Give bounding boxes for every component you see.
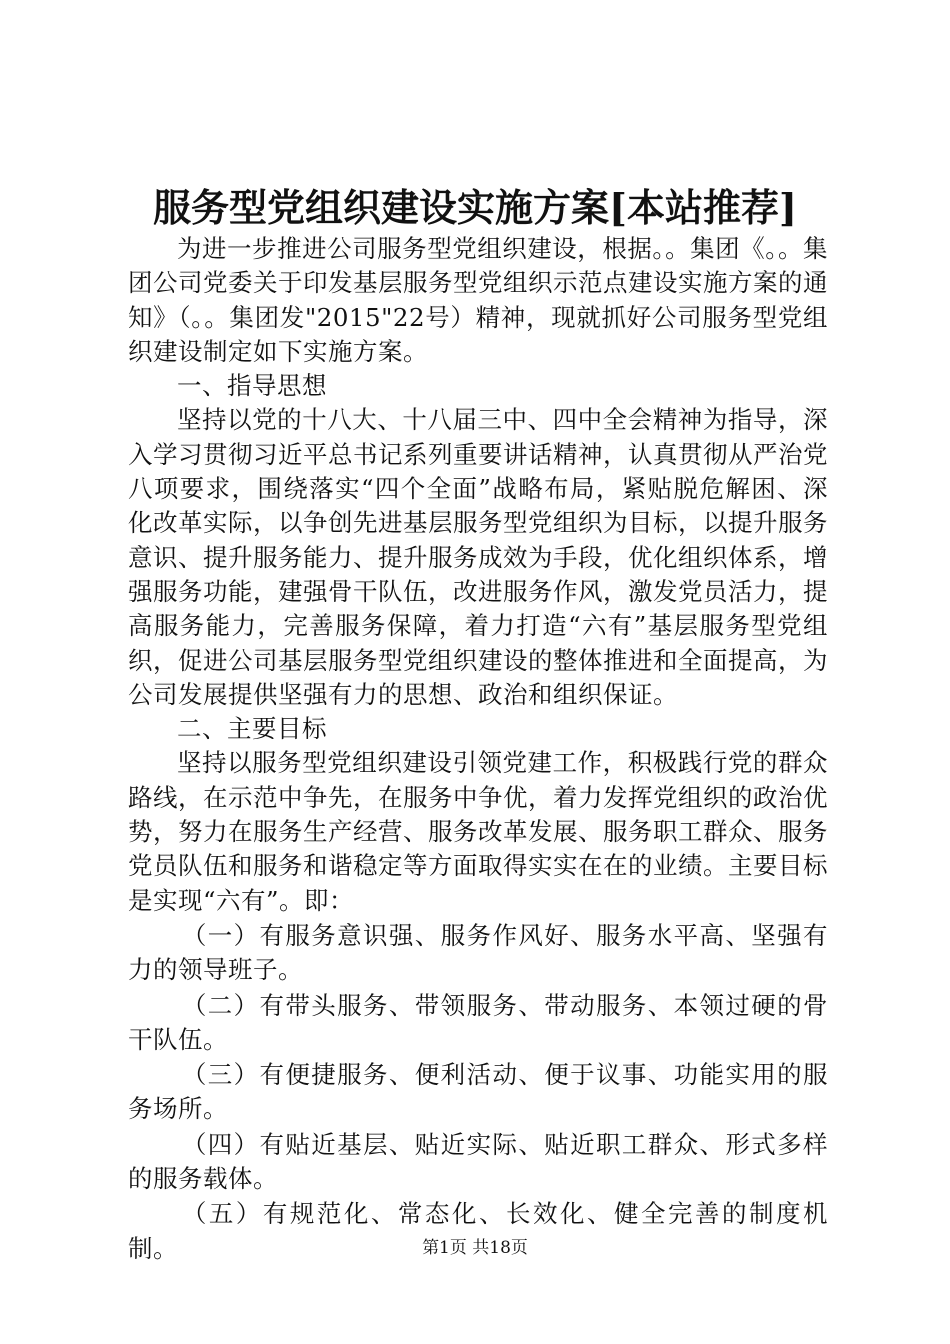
goal-item-5: （五）有规范化、常态化、长效化、健全完善的制度机制。 [128, 1199, 828, 1263]
goal-item-1: （一）有服务意识强、服务作风好、服务水平高、坚强有力的领导班子。 [128, 920, 828, 985]
intro-paragraph: 为进一步推进公司服务型党组织建设，根据。。集团《。。集团公司党委关于印发基层服务型党组织示范点建设实施方案的通知》（。。集团发"2015"22号）精神，现就抓好公司服务型党组织建设制定如下实施方案。 [128, 234, 828, 366]
document-title: 服务型党组织建设实施方案[本站推荐] [153, 185, 797, 230]
page-footer [0, 1236, 950, 1260]
goal-item-4: （四）有贴近基层、贴近实际、贴近职工群众、形式多样的服务载体。 [128, 1129, 828, 1194]
document-body [128, 232, 828, 1266]
goal-item-3: （三）有便捷服务、便利活动、便于议事、功能实用的服务场所。 [128, 1060, 828, 1124]
section-heading-main-goals: 二、主要目标 [177, 714, 327, 744]
main-goals-paragraph: 坚持以服务型党组织建设引领党建工作，积极践行党的群众路线，在示范中争先，在服务中争优，着力发挥党组织的政治优势，努力在服务生产经营、服务改革发展、服务职工群众、服务党员队伍和服务和谐稳定等方面取得实实在在的业绩。主要目标是实现“六有”。即： [128, 748, 828, 915]
guiding-ideology-paragraph: 坚持以党的十八大、十八届三中、四中全会精神为指导，深入学习贯彻习近平总书记系列重要讲话精神，认真贯彻从严治党八项要求，围绕落实“四个全面”战略布局，紧贴脱危解困、深化改革实际，以争创先进基层服务型党组织为目标，以提升服务意识、提升服务能力、提升服务成效为手段，优化组织体系，增强服务功能，建强骨干队伍，改进服务作风，激发党员活力，提高服务能力，完善服务保障，着力打造“六有”基层服务型党组织，促进公司基层服务型党组织建设的整体推进和全面提高，为公司发展提供坚强有力的思想、政治和组织保证。 [128, 405, 828, 709]
page-number: 第1页 共18页 [422, 1238, 528, 1258]
goal-item-2: （二）有带头服务、带领服务、带动服务、本领过硬的骨干队伍。 [128, 990, 828, 1054]
section-heading-guiding-ideology: 一、指导思想 [177, 371, 327, 401]
